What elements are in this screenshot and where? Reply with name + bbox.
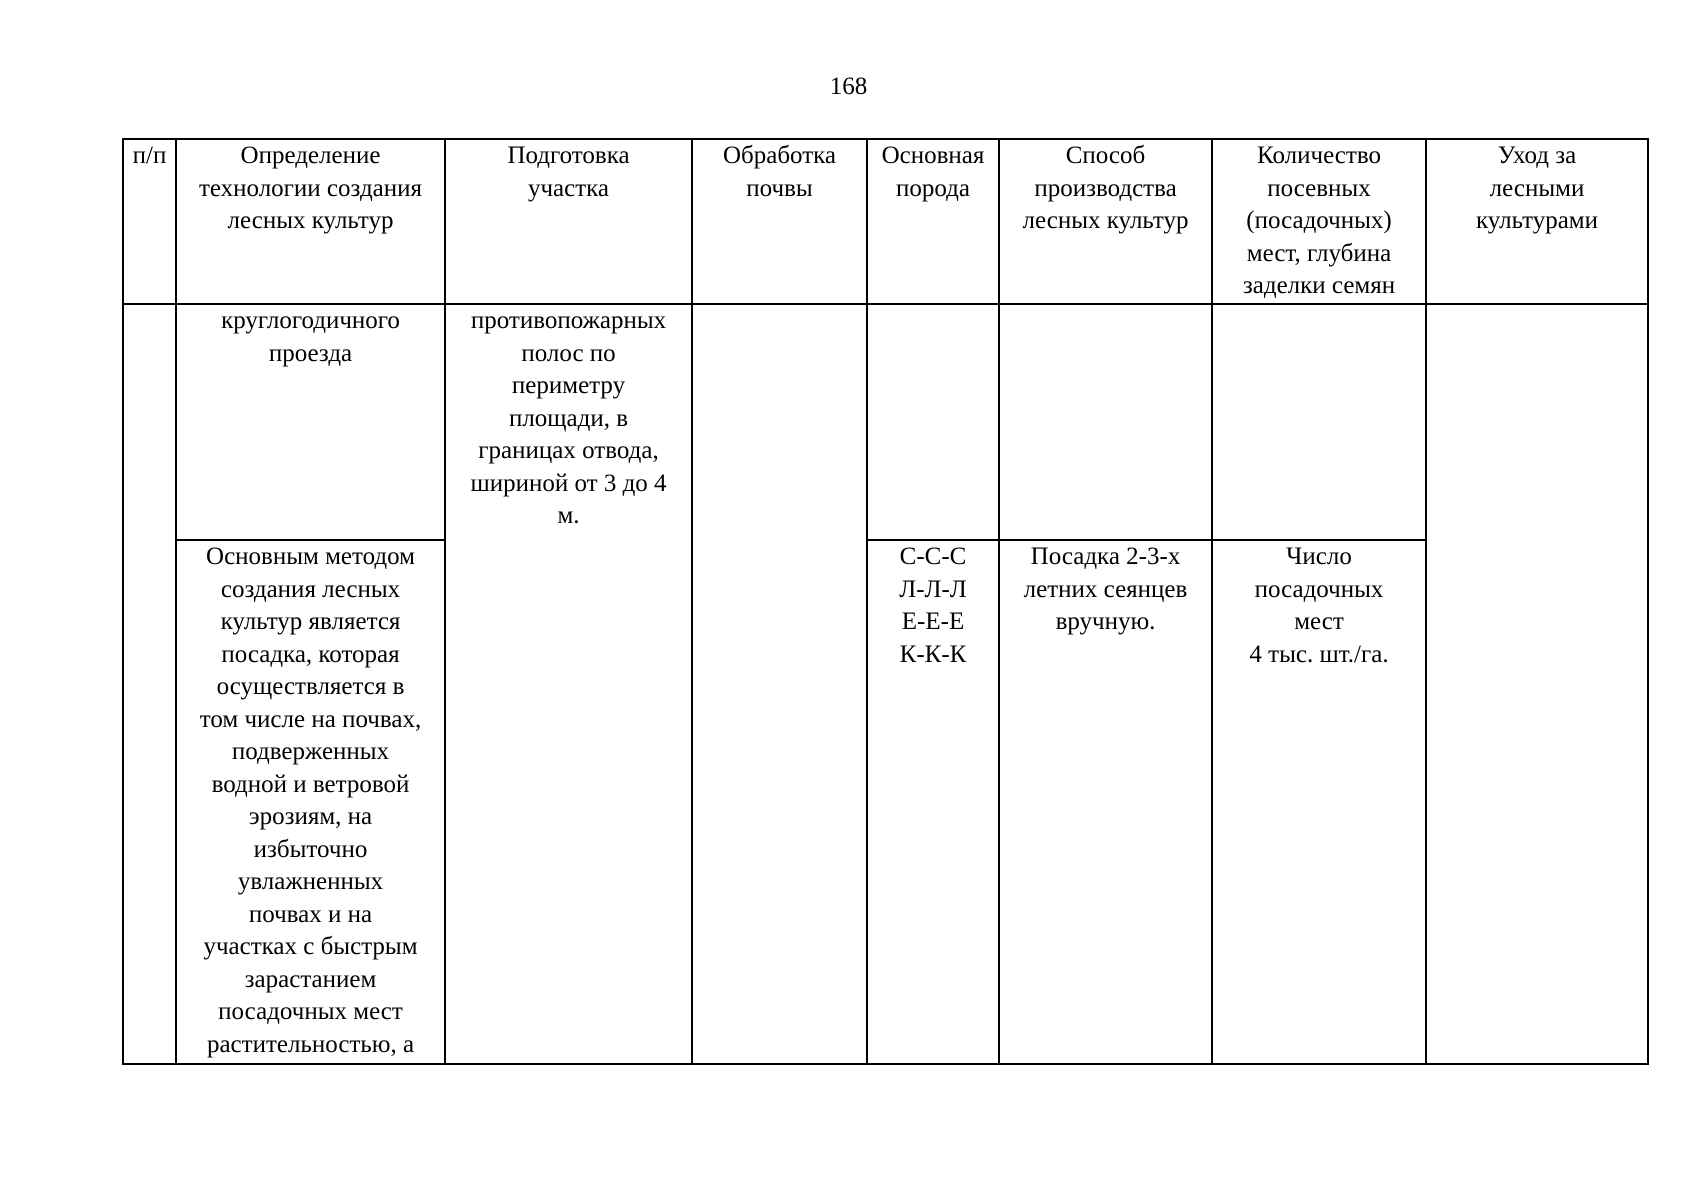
cell-soil-treatment: [692, 304, 867, 1064]
cell-quantity-1: [1212, 304, 1426, 540]
header-soil-treatment: Обработка почвы: [692, 139, 867, 304]
header-number: п/п: [123, 139, 176, 304]
cell-method-1: [999, 304, 1212, 540]
table-row: [123, 304, 1648, 540]
cell-care: [1426, 304, 1648, 1064]
header-production-method: Способ производства лесных культур: [999, 139, 1212, 304]
header-technology: Определение технологии создания лесных культур: [176, 139, 445, 304]
cell-technology-2: Основным методом создания лесных культур является посадка, которая осуществляется в том числе на почвах, подверженных водной и ветровой эрозиям, на избыточно увлажненных почвах и на участках с быстрым зарастанием посадочных мест растительностью, а: [176, 540, 445, 1064]
cell-species-1: [867, 304, 999, 540]
page-number: 168: [829, 73, 868, 100]
header-quantity: Количество посевных (посадочных) мест, глубина заделки семян: [1212, 139, 1426, 304]
header-site-preparation: Подготовка участка: [445, 139, 692, 304]
cell-quantity-2: Число посадочных мест 4 тыс. шт./га.: [1212, 540, 1426, 1064]
header-main-species: Основная порода: [867, 139, 999, 304]
cell-number: [123, 304, 176, 1064]
header-care: Уход за лесными культурами: [1426, 139, 1648, 304]
table-row: [123, 540, 1648, 1064]
cell-species-2: С-С-С Л-Л-Л Е-Е-Е К-К-К: [867, 540, 999, 1064]
cell-method-2: Посадка 2-3-х летних сеянцев вручную.: [999, 540, 1212, 1064]
forest-cultures-table: [122, 138, 1649, 1065]
cell-technology-1: круглогодичного проезда: [176, 304, 445, 540]
table-header-row: [123, 139, 1648, 304]
cell-site-preparation: противопожарных полос по периметру площади, в границах отвода, шириной от 3 до 4 м.: [445, 304, 692, 1064]
